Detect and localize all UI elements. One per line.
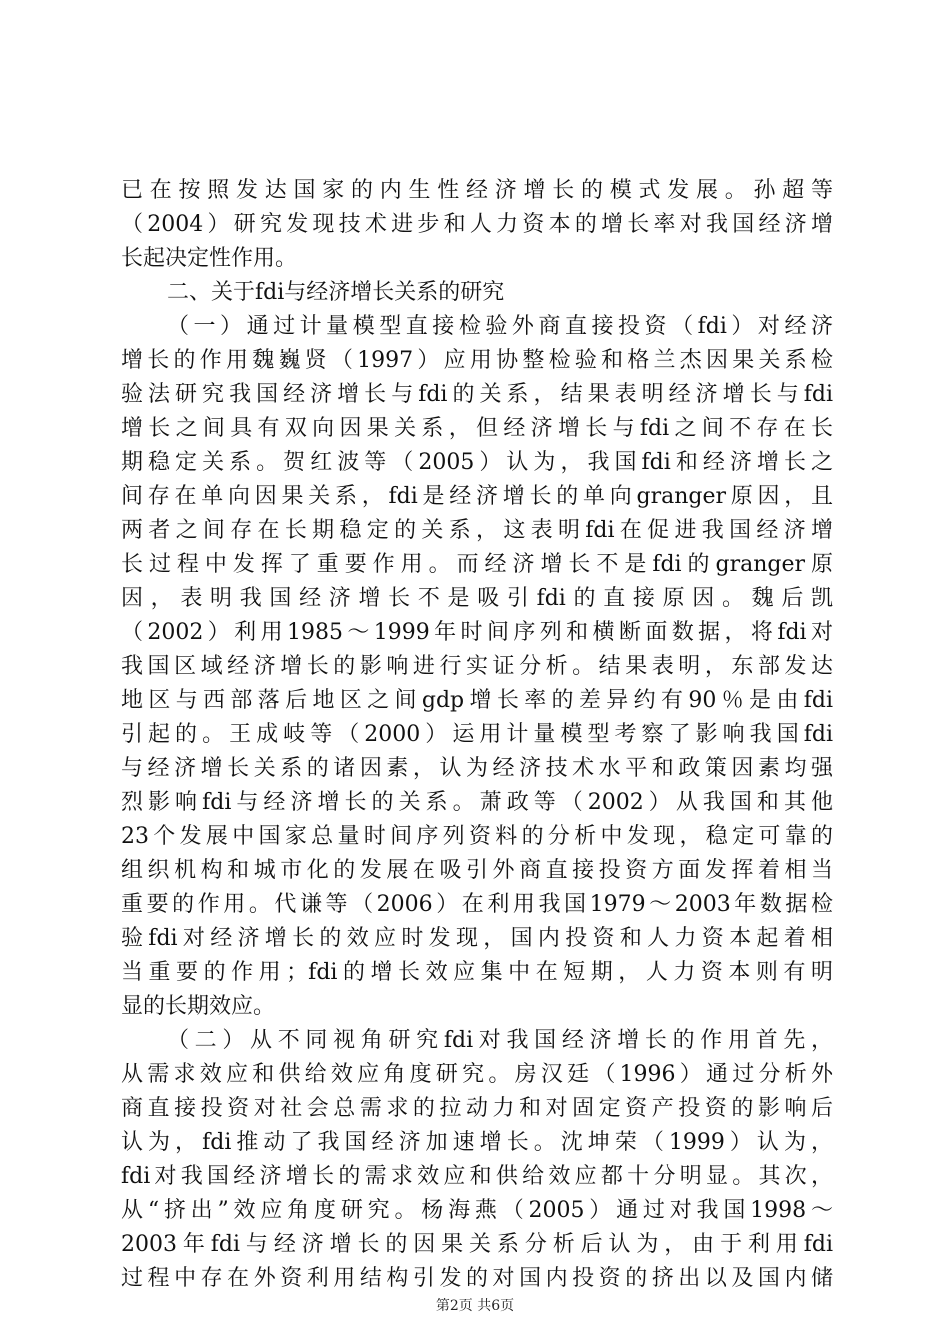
text-line: 验fdi对经济增长的效应时发现，国内投资和人力资本起着相 — [121, 926, 833, 951]
text-line: 长起决定性作用。 — [121, 246, 298, 271]
section-heading: 二、关于fdi与经济增长关系的研究 — [167, 280, 505, 305]
text-line: 23个发展中国家总量时间序列资料的分析中发现，稳定可靠的 — [121, 824, 833, 849]
text-line: 间存在单向因果关系，fdi是经济增长的单向granger原因，且 — [121, 484, 833, 509]
text-line: 当重要的作用；fdi的增长效应集中在短期，人力资本则有明 — [121, 960, 833, 985]
text-line: 验法研究我国经济增长与fdi的关系，结果表明经济增长与fdi — [121, 382, 833, 407]
text-line: 因，表明我国经济增长不是吸引fdi的直接原因。魏后凯 — [121, 586, 833, 611]
document-body — [121, 174, 833, 1296]
text-line: （一）通过计量模型直接检验外商直接投资（fdi）对经济 — [167, 314, 833, 339]
text-line: 认为，fdi推动了我国经济加速增长。沈坤荣（1999）认为， — [121, 1130, 833, 1155]
text-line: 增长的作用魏巍贤（1997）应用协整检验和格兰杰因果关系检 — [121, 348, 833, 373]
text-line: 引起的。王成岐等（2000）运用计量模型考察了影响我国fdi — [121, 722, 833, 747]
page-number-footer: 第2页 共6页 — [435, 1298, 515, 1314]
text-line: 组织机构和城市化的发展在吸引外商直接投资方面发挥着相当 — [121, 858, 833, 883]
text-line: 过程中存在外资利用结构引发的对国内投资的挤出以及国内储 — [121, 1266, 833, 1291]
text-line: 地区与西部落后地区之间gdp增长率的差异约有90％是由fdi — [121, 688, 833, 713]
text-line: 商直接投资对社会总需求的拉动力和对固定资产投资的影响后 — [121, 1096, 833, 1121]
text-line: fdi对我国经济增长的需求效应和供给效应都十分明显。其次， — [121, 1164, 833, 1189]
text-line: 从“挤出”效应角度研究。杨海燕（2005）通过对我国1998～ — [121, 1198, 833, 1223]
text-line: 从需求效应和供给效应角度研究。房汉廷（1996）通过分析外 — [121, 1062, 833, 1087]
text-line: 显的长期效应。 — [121, 994, 276, 1019]
text-line: （2002）利用1985～1999年时间序列和横断面数据，将fdi对 — [121, 620, 833, 645]
text-line: 与经济增长关系的诸因素，认为经济技术水平和政策因素均强 — [121, 756, 833, 781]
text-line: （二）从不同视角研究fdi对我国经济增长的作用首先， — [167, 1028, 833, 1053]
text-line: 两者之间存在长期稳定的关系，这表明fdi在促进我国经济增 — [121, 518, 833, 543]
text-line: 增长之间具有双向因果关系，但经济增长与fdi之间不存在长 — [121, 416, 833, 441]
text-line: 烈影响fdi与经济增长的关系。萧政等（2002）从我国和其他 — [121, 790, 833, 815]
text-line: 我国区域经济增长的影响进行实证分析。结果表明，东部发达 — [121, 654, 833, 679]
text-line: 期稳定关系。贺红波等（2005）认为，我国fdi和经济增长之 — [121, 450, 833, 475]
text-line: （2004）研究发现技术进步和人力资本的增长率对我国经济增 — [121, 212, 833, 237]
text-line: 2003年fdi与经济增长的因果关系分析后认为，由于利用fdi — [121, 1232, 833, 1257]
text-line: 长过程中发挥了重要作用。而经济增长不是fdi的granger原 — [121, 552, 833, 577]
text-line: 已在按照发达国家的内生性经济增长的模式发展。孙超等 — [121, 178, 833, 203]
text-line: 重要的作用。代谦等（2006）在利用我国1979～2003年数据检 — [121, 892, 833, 917]
